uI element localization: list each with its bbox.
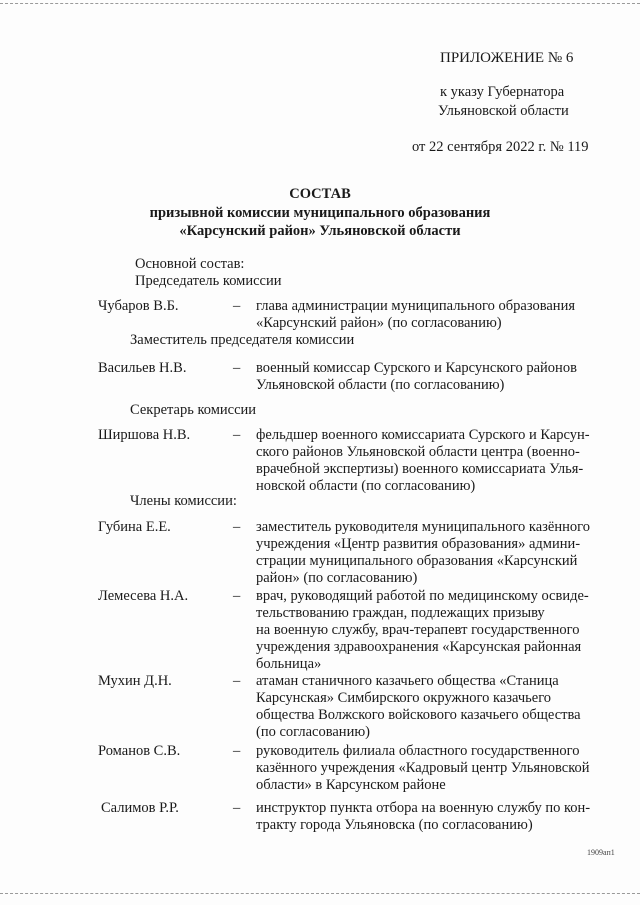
member-position: инструктор пункта отбора на военную службу по кон- тракту города Ульяновска (по согласованию) [256, 800, 591, 833]
member-name: Салимов Р.Р. [101, 800, 179, 816]
top-scan-edge [0, 3, 640, 4]
region-label: Ульяновской области [438, 103, 569, 119]
member-position: фельдшер военного комиссариата Сурского и Карсун- ского районов Ульяновской области центра (военно- врачебной экспертизы) военного комиссариата Улья- новской области (по согласованию) [256, 427, 590, 494]
member-name: Ширшова Н.В. [98, 427, 191, 443]
member-name: Романов С.В. [98, 743, 181, 759]
member-position: руководитель филиала областного государственного казённого учреждения «Кадровый центр Ульяновской области» в Карсунском районе [256, 743, 590, 793]
dash-separator: – [233, 519, 241, 535]
dash-separator: – [233, 427, 241, 443]
document-title: СОСТАВ [289, 186, 351, 202]
section-members: Члены комиссии: [130, 493, 237, 509]
dash-separator: – [233, 800, 241, 816]
document-code: 1909ап1 [587, 848, 615, 857]
document-subtitle-line-1: призывной комиссии муниципального образования [149, 205, 491, 221]
appendix-label: ПРИЛОЖЕНИЕ № 6 [440, 50, 574, 66]
section-secretary: Секретарь комиссии [130, 402, 257, 418]
section-main-composition: Основной состав: [135, 256, 245, 272]
document-subtitle-line-2: «Карсунский район» Ульяновской области [179, 223, 461, 239]
member-name: Чубаров В.Б. [98, 298, 179, 314]
member-position: военный комиссар Сурского и Карсунского районов Ульяновской области (по согласованию) [256, 360, 577, 393]
decree-date-number: от 22 сентября 2022 г. № 119 [412, 139, 589, 155]
dash-separator: – [233, 588, 241, 604]
member-position: глава администрации муниципального образования «Карсунский район» (по согласованию) [256, 298, 575, 331]
member-name: Губина Е.Е. [98, 519, 171, 535]
member-name: Лемесева Н.А. [98, 588, 189, 604]
member-position: врач, руководящий работой по медицинскому освиде- тельствованию граждан, подлежащих призыву на военную службу, врач-терапевт государственного учреждения здравоохранения «Карсунская районная больница» [256, 588, 589, 672]
section-chairman: Председатель комиссии [135, 273, 282, 289]
member-name: Васильев Н.В. [98, 360, 187, 376]
dash-separator: – [233, 673, 241, 689]
section-deputy: Заместитель председателя комиссии [130, 332, 355, 348]
decree-reference: к указу Губернатора [440, 84, 565, 100]
member-position: заместитель руководителя муниципального казённого учреждения «Центр развития образования» админи- страции муниципального образования «Карсунский район» (по согласованию) [256, 519, 590, 586]
dash-separator: – [233, 743, 241, 759]
bottom-scan-edge [0, 893, 640, 894]
dash-separator: – [233, 360, 241, 376]
dash-separator: – [233, 298, 241, 314]
member-position: атаман станичного казачьего общества «Станица Карсунская» Симбирского окружного казачьего общества Волжского войскового казачьего общества (по согласованию) [256, 673, 581, 740]
member-name: Мухин Д.Н. [98, 673, 172, 689]
